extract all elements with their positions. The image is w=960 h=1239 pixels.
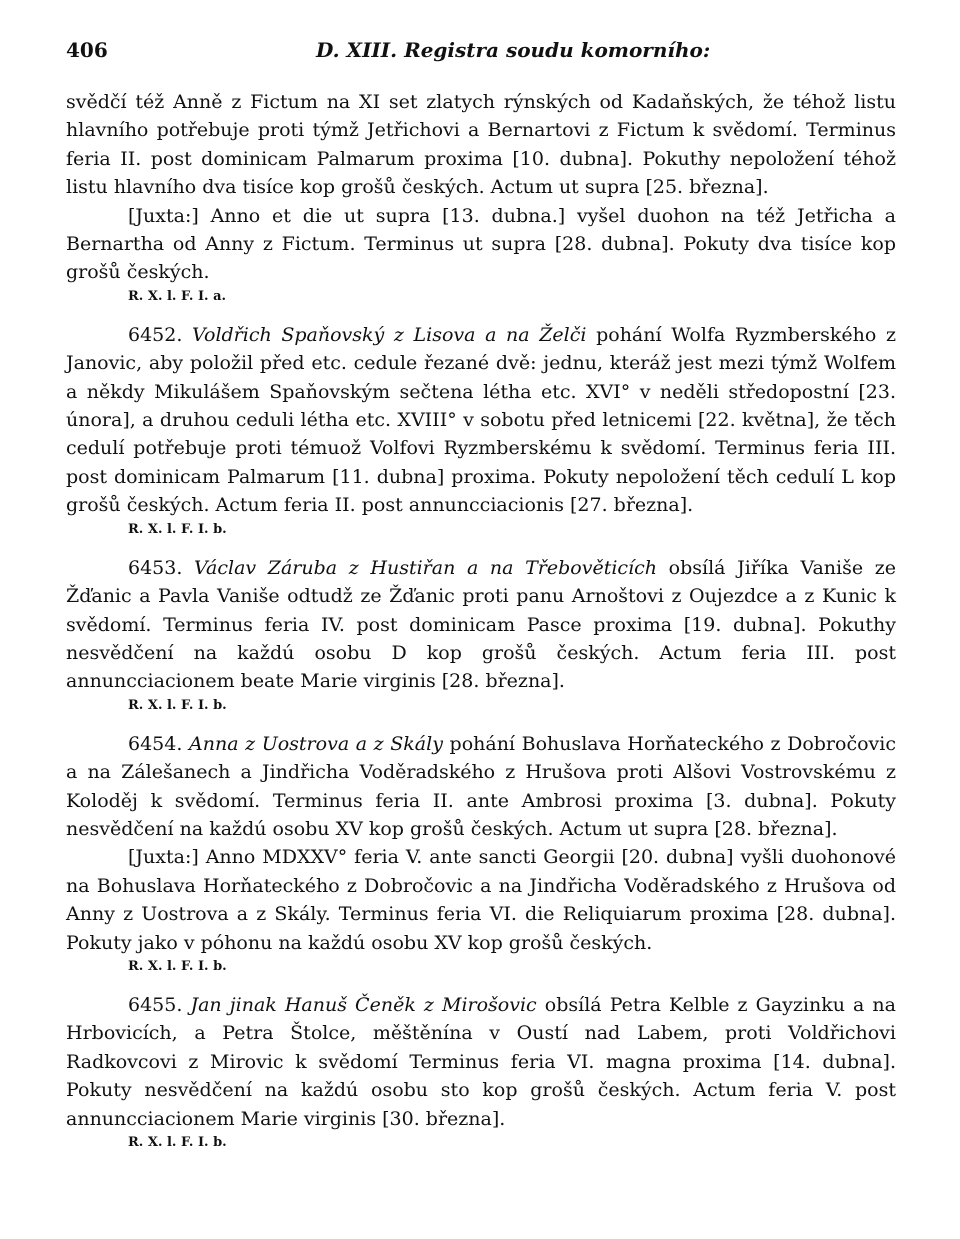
entry-number: 6454. <box>128 732 183 755</box>
page-header <box>66 38 896 68</box>
entry-text <box>66 730 896 844</box>
entry-lead: Anna z Uostrova a z Skály <box>189 732 443 755</box>
paragraph-text: [Juxta:] Anno et die ut supra [13. dubna.] vyšel duohon na též Jetřicha a Bernartha od Anny z Fictum. Terminus ut supra [28. dubna]. Pokuty dva tisíce kop grošů českých. <box>66 204 896 284</box>
source-reference: R. X. l. F. I. a. <box>128 288 227 304</box>
entry-6454 <box>66 730 896 957</box>
entry-number: 6453. <box>128 556 183 579</box>
entry-body: obsílá Petra Kelble z Gayzinku a na Hrbovicích, a Petra Štolce, měštěnína v Oustí nad Labem, proti Voldřichovi Radkovcovi z Mirovic k svědomí Terminus feria VI. magna proxima [14. dubna]. Pokuty nesvědčení na každú osobu sto kop grošů českých. Actum feria V. post annuncciacionem Marie virginis [30. března]. <box>66 993 896 1130</box>
entry-6455 <box>66 991 896 1133</box>
source-reference: R. X. l. F. I. b. <box>128 697 227 713</box>
entry-lead: Voldřich Spaňovský z Lisova a na Želči <box>192 323 587 346</box>
entry-lead: Václav Záruba z Hustiřan a na Třebověticích <box>194 556 658 579</box>
source-reference: R. X. l. F. I. b. <box>128 958 227 974</box>
page-number: 406 <box>66 38 108 62</box>
paragraph-text: svědčí též Anně z Fictum na XI set zlatych rýnských od Kadaňských, že téhož listu hlavního potřebuje proti týmž Jetřichovi a Bernartovi z Fictum k svědomí. Terminus feria II. post dominicam Palmarum proxima [10. dubna]. Pokuthy nepoložení téhož listu hlavního dva tisíce kop grošů českých. Actum ut supra [25. března]. <box>66 91 896 199</box>
entry-body: pohání Wolfa Ryzmberského z Janovic, aby položil před etc. cedule řezané dvě: jednu, kteráž jest mezi týmž Wolfem a někdy Mikulášem Spaňovským sečtena létha etc. XVI° v neděli středopostní [23. února], a druhou ceduli létha etc. XVIII° v sobotu před letnicemi [22. května], že těch cedulí potřebuje proti témuož Volfovi Ryzmberskému k svědomí. Terminus feria III. post dominicam Palmarum [11. dubna] proxima. Pokuty nepoložení těch cedulí L kop grošů českých. Actum feria II. post annuncciacionis [27. března]. <box>66 323 896 517</box>
entry-6452 <box>66 321 896 520</box>
entry-body: obsílá Jiříka Vaniše ze Žďanic a Pavla Vaniše odtudž ze Žďanic proti panu Arnoštovi z Oujezdce a z Kunic k svědomí. Terminus feria IV. post dominicam Pasce proxima [19. dubna]. Pokuthy nesvědčení na každú osobu D kop grošů českých. Actum feria III. post annuncciacionem beate Marie virginis [28. března]. <box>66 556 896 693</box>
entry-6453 <box>66 554 896 696</box>
page <box>66 38 896 1153</box>
entry-body: pohání Bohuslava Horňateckého z Dobročovic a na Zálešanech a Jindřicha Voděradského z Hrušova proti Alšovi Vostrovskému z Koloděj k svědomí. Terminus feria II. ante Ambrosi proxima [3. dubna]. Pokuty nesvědčení na každú osobu XV kop grošů českých. Actum ut supra [28. března]. <box>66 732 896 840</box>
entry-text <box>66 991 896 1133</box>
continuation-paragraph <box>66 88 896 202</box>
entry-number: 6452. <box>128 323 183 346</box>
source-reference: R. X. l. F. I. b. <box>128 1135 227 1150</box>
entry-number: 6455. <box>128 993 183 1016</box>
juxta-paragraph: [Juxta:] Anno MDXXV° feria V. ante sancti Georgii [20. dubna] vyšli duohonové na Bohuslava Horňateckého z Dobročovic a na Jindřicha Voděradského z Hrušova od Anny z Uostrova a z Skály. Terminus feria VI. die Reliquiarum proxima [28. dubna]. Pokuty jako v póhonu na každú osobu XV kop grošů českých. <box>66 846 896 954</box>
juxta-paragraph <box>66 202 896 287</box>
entry-text <box>66 554 896 696</box>
entry-lead: Jan jinak Hanuš Čeněk z Mirošovic <box>190 993 537 1016</box>
running-title: D. XIII. Registra soudu komorního: <box>316 38 711 62</box>
source-reference: R. X. l. F. I. b. <box>128 521 227 537</box>
entry-text <box>66 321 896 520</box>
